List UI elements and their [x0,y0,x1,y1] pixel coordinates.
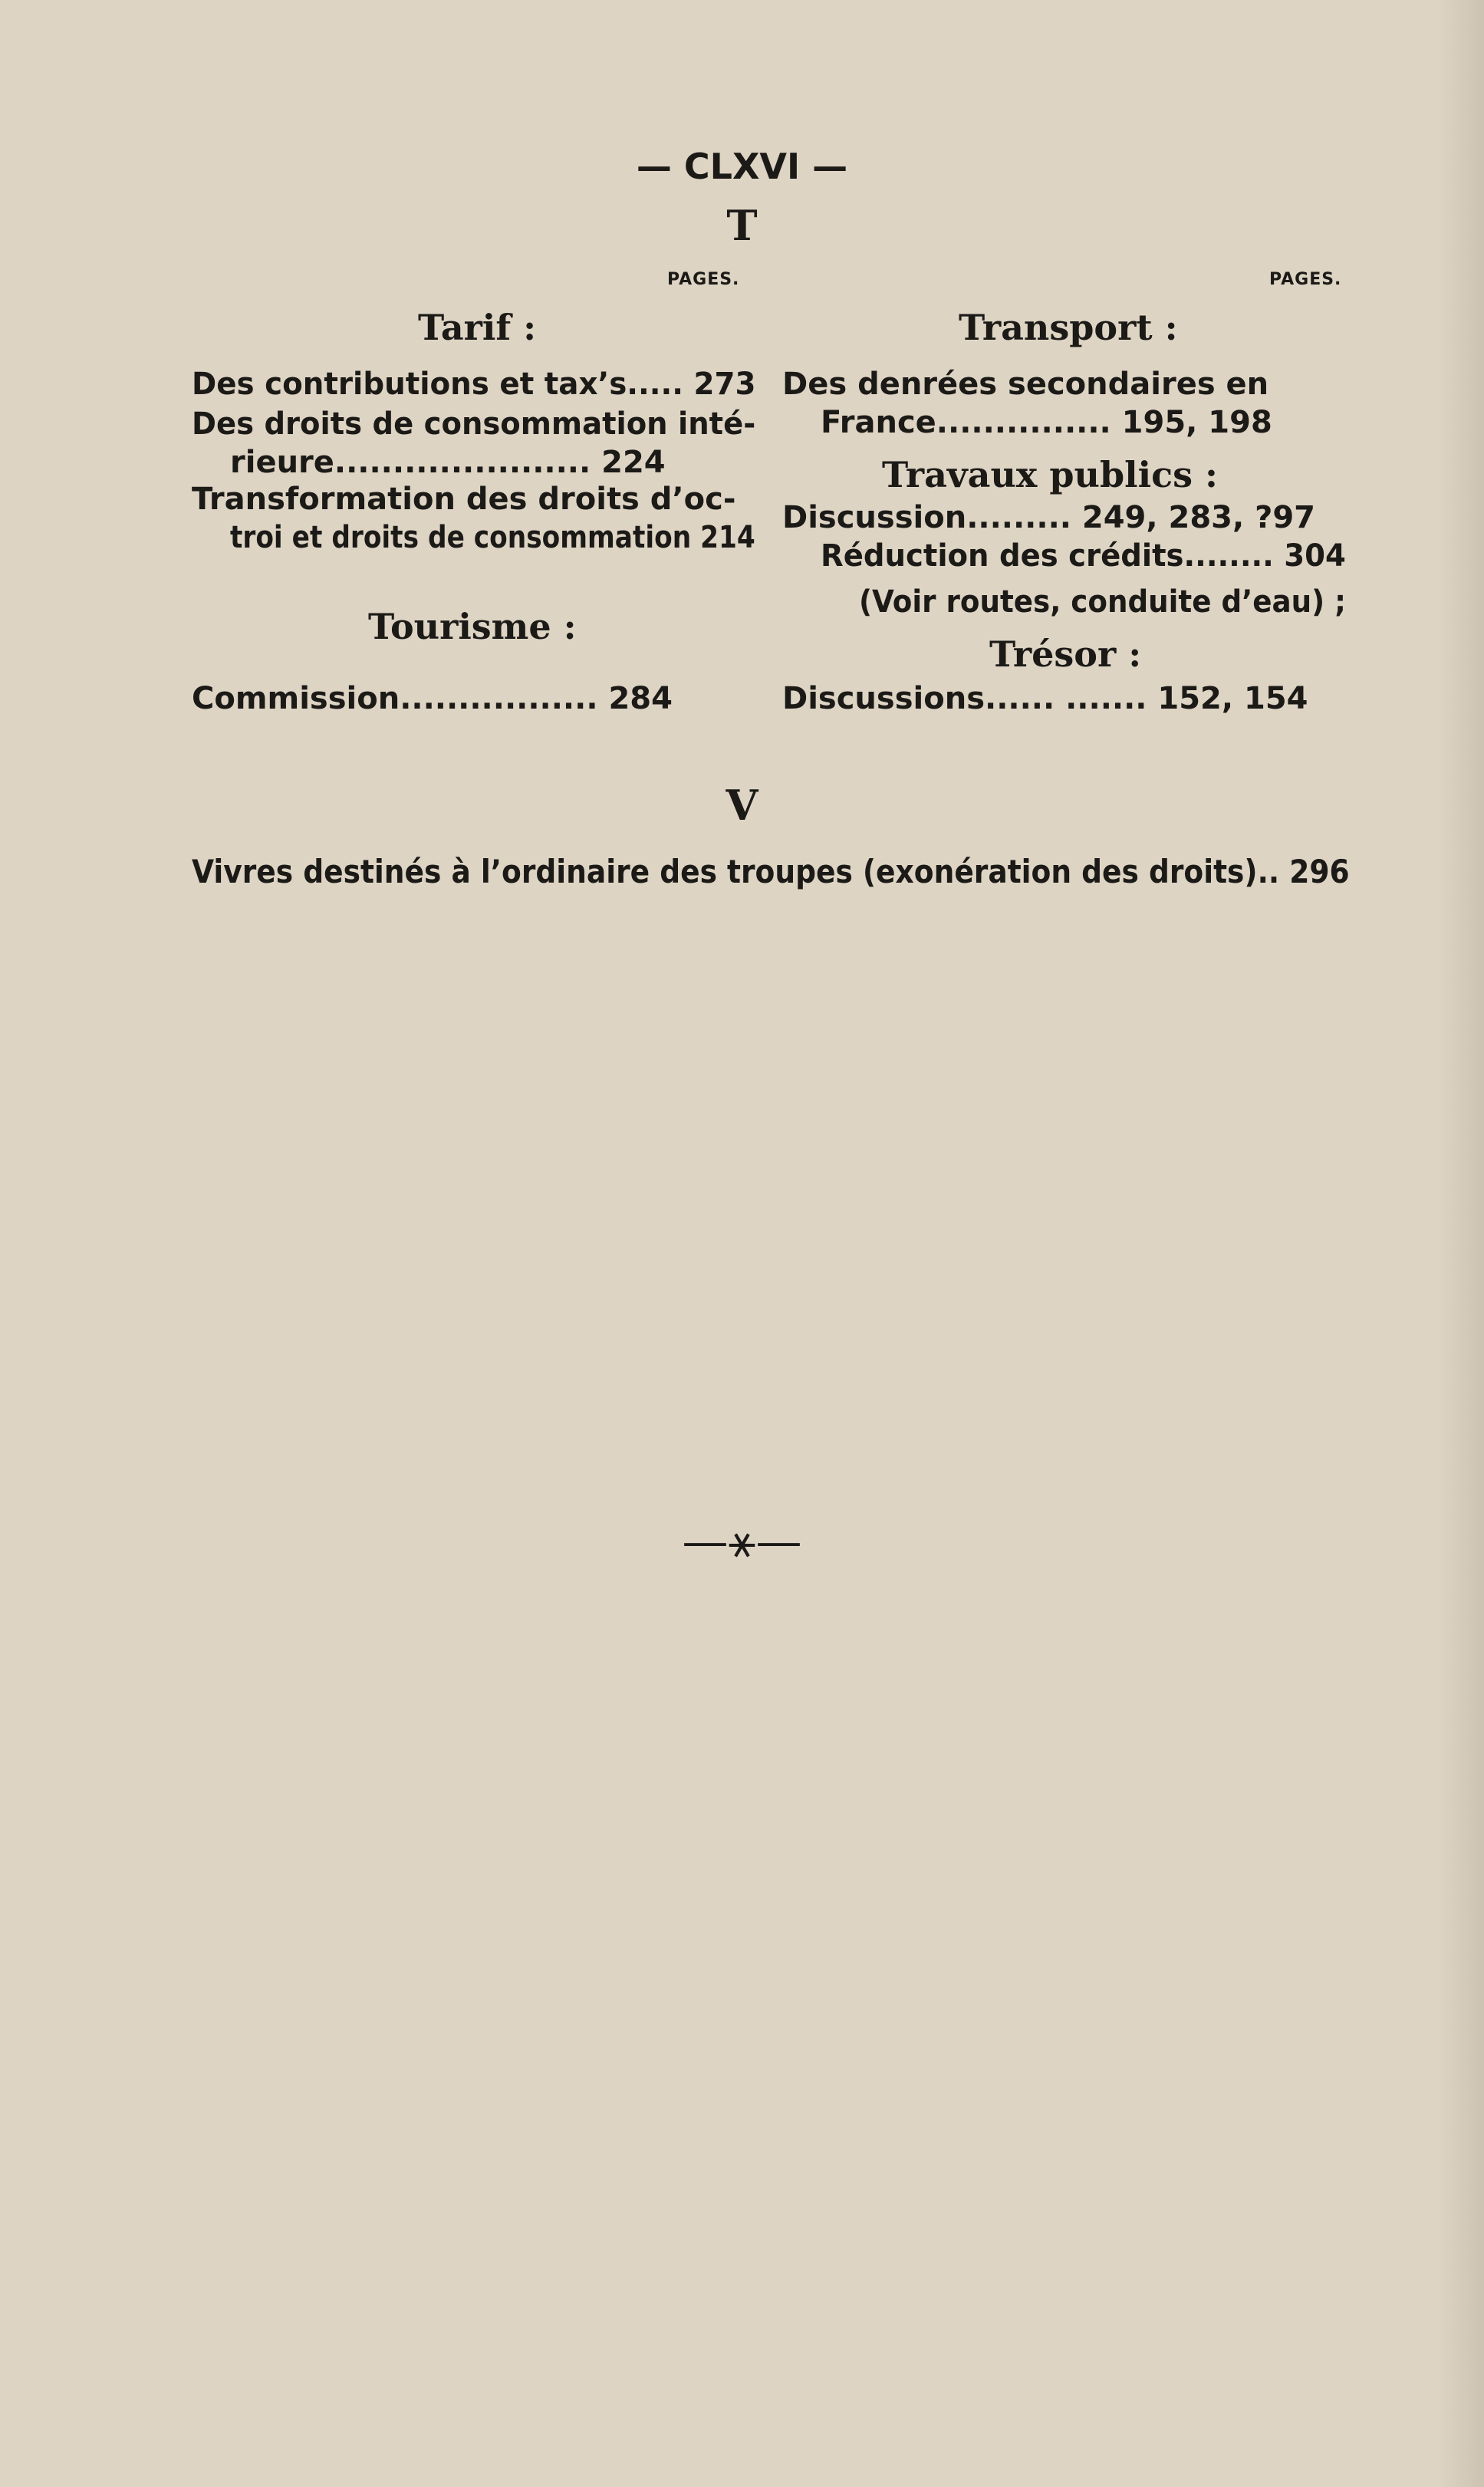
transport-entry: Des denrées secondaires en [782,367,1269,402]
tarif-entry: Des droits de consommation inté- [192,406,756,442]
tresor-entry: Discussions...... ....... 152, 154 [782,681,1308,716]
tresor-heading: Trésor : [989,633,1142,675]
tarif-entry: Des contributions et taxʼs..... 273 [192,367,756,402]
tarif-entry: Transformation des droits d’oc- [192,482,736,517]
travaux-entry: Réduction des crédits........ 304 [821,538,1346,574]
transport-entry: France............... 195, 198 [821,405,1272,440]
right-pages-label: PAGES. [1269,270,1342,289]
left-pages-label: PAGES. [667,270,740,289]
page-edge-shadow [1438,0,1484,2487]
fleuron-ornament: —⚹— [682,1515,802,1568]
tourisme-entry: Commission................. 284 [192,681,673,716]
tarif-entry: troi et droits de consommation 214 [230,520,755,555]
tourisme-heading: Tourisme : [368,606,577,647]
tarif-entry: rieure...................... 224 [230,445,666,480]
section-letter-v: V [726,781,758,830]
travaux-entry-see-also: (Voir routes, conduite d’eau) ; [859,584,1347,620]
tarif-heading: Tarif : [418,307,537,348]
travaux-entry: Discussion......... 249, 283, ?97 [782,500,1315,535]
section-letter-t: T [726,201,758,250]
vivres-entry: Vivres destinés à l’ordinaire des troupes (exonération des droits).. 296 [192,853,1350,890]
running-head: — CLXVI — [636,146,848,187]
travaux-publics-heading: Travaux publics : [882,454,1218,495]
transport-heading: Transport : [959,307,1178,348]
